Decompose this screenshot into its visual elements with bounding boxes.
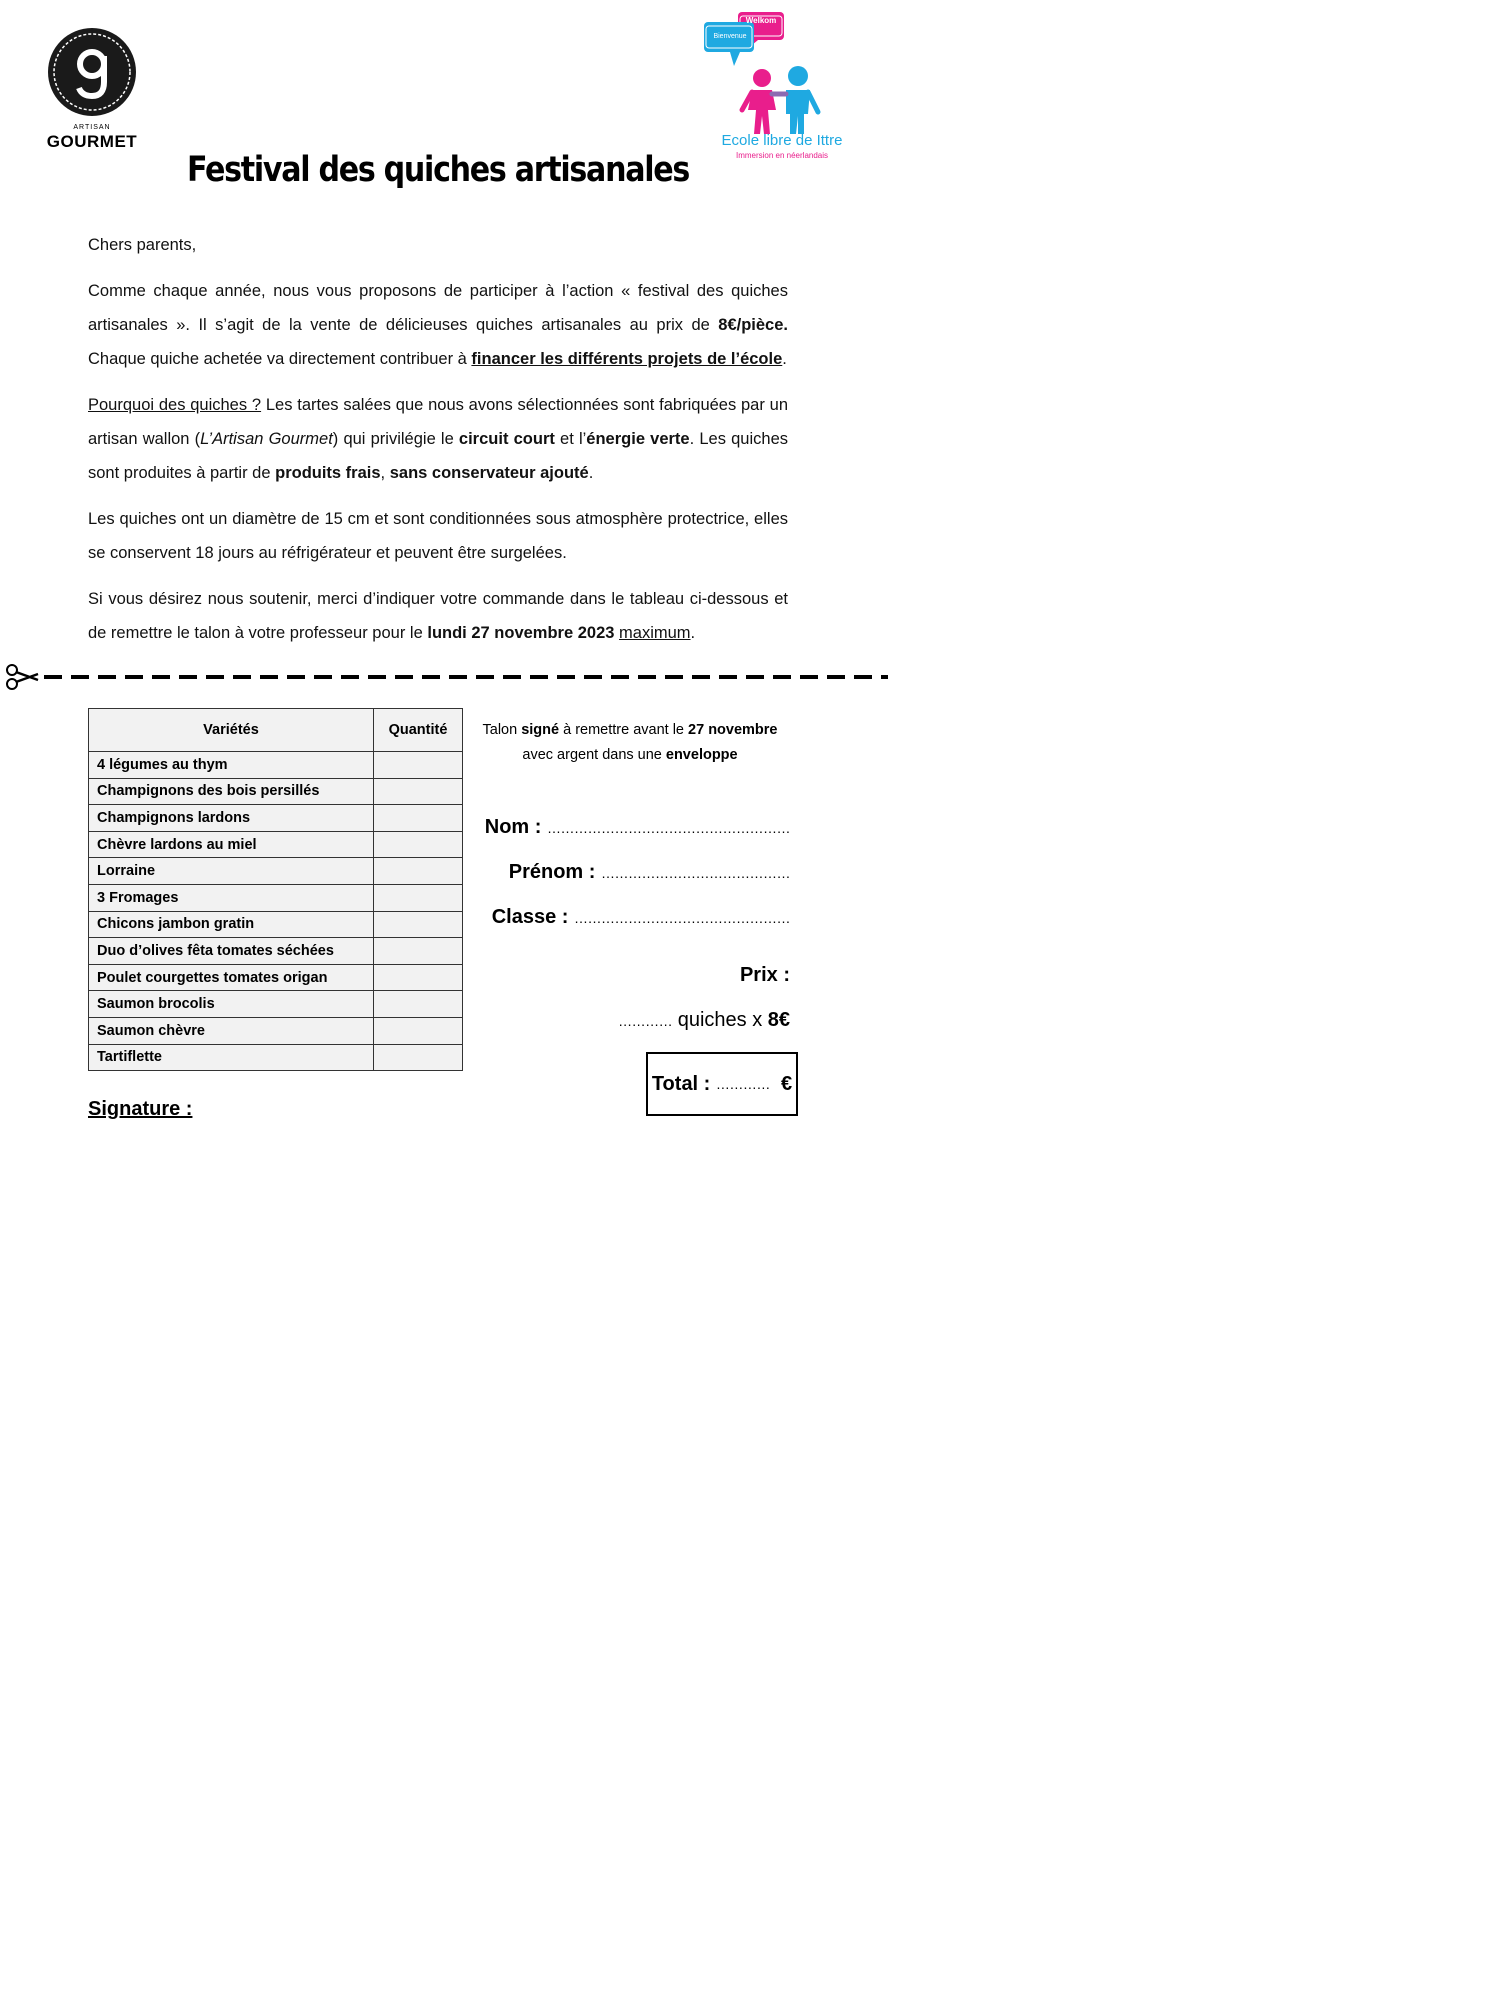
school-tagline: Immersion en néerlandais <box>735 151 829 160</box>
greeting: Chers parents, <box>88 236 197 254</box>
table-row <box>89 778 463 805</box>
variety-cell: Lorraine <box>89 858 374 885</box>
variety-cell: Duo d’olives fêta tomates séchées <box>89 938 374 965</box>
quantity-cell[interactable] <box>374 911 463 938</box>
signature-label: Signature : <box>88 1098 193 1120</box>
artisan-gourmet-g-icon <box>44 26 140 126</box>
variety-cell: Saumon brocolis <box>89 991 374 1018</box>
cut-line <box>4 662 888 692</box>
nom-field[interactable]: Nom : ……………………………………………… <box>484 816 790 838</box>
classe-field[interactable]: Classe : ………………………………………… <box>491 906 790 928</box>
school-name: Ecole libre de Ittre <box>721 132 843 149</box>
table-row <box>89 858 463 885</box>
paragraph-why: Pourquoi des quiches ? Les tartes salées que nous avons sélectionnées sont fabriquées par un artisan wallon (L’Artisan Gourmet) qui privilégie le circuit court et l’énergie verte. Les quiches sont produites à partir de produits frais, sans conservateur ajouté. <box>88 396 789 482</box>
total-box[interactable]: Total : ………… € <box>646 1052 798 1116</box>
quantity-cell[interactable] <box>374 805 463 832</box>
table-row <box>89 1017 463 1044</box>
table-row <box>89 964 463 991</box>
quantity-cell[interactable] <box>374 831 463 858</box>
page-title: Festival des quiches artisanales <box>186 150 690 190</box>
quantity-cell[interactable] <box>374 938 463 965</box>
table-row <box>89 991 463 1018</box>
bubble-welkom: Welkom <box>745 16 777 25</box>
table-row <box>89 911 463 938</box>
letter-body <box>88 228 788 662</box>
variety-cell: Chicons jambon gratin <box>89 911 374 938</box>
table-row <box>89 884 463 911</box>
quantity-cell[interactable] <box>374 1044 463 1071</box>
table-row <box>89 805 463 832</box>
table-row <box>89 1044 463 1071</box>
prenom-field[interactable]: Prénom : …………………………………… <box>508 861 790 883</box>
column-header-quantity: Quantité <box>374 709 463 752</box>
variety-cell: Champignons lardons <box>89 805 374 832</box>
quantity-price-line[interactable]: ………… quiches x 8€ <box>618 1009 790 1031</box>
prix-label: Prix : <box>739 964 790 986</box>
logo-small-text: ARTISAN <box>73 124 111 131</box>
quantity-cell[interactable] <box>374 778 463 805</box>
table-row <box>89 938 463 965</box>
logo-brand-text: GOURMET <box>46 132 138 151</box>
artisan-gourmet-logo <box>44 26 140 154</box>
variety-cell: 3 Fromages <box>89 884 374 911</box>
bubble-bienvenue: Bienvenue <box>713 33 747 40</box>
quantity-cell[interactable] <box>374 1017 463 1044</box>
table-row <box>89 831 463 858</box>
column-header-variety: Variétés <box>89 709 374 752</box>
variety-cell: Saumon chèvre <box>89 1017 374 1044</box>
talon-note: Talon signé à remettre avant le 27 novembre avec argent dans une enveloppe <box>482 722 778 763</box>
paragraph-intro: Comme chaque année, nous vous proposons de participer à l’action « festival des quiches artisanales ». Il s’agit de la vente de délicieuses quiches artisanales au prix de 8€/pièce. Chaque quiche achetée va directement contribuer à financer les différents projets de l’école. <box>88 282 788 368</box>
variety-cell: Chèvre lardons au miel <box>89 831 374 858</box>
variety-cell: 4 légumes au thym <box>89 752 374 779</box>
variety-cell: Poulet courgettes tomates origan <box>89 964 374 991</box>
scissors-icon <box>7 665 38 689</box>
variety-cell: Champignons des bois persillés <box>89 778 374 805</box>
quantity-cell[interactable] <box>374 884 463 911</box>
table-row <box>89 752 463 779</box>
quantity-cell[interactable] <box>374 858 463 885</box>
paragraph-details: Les quiches ont un diamètre de 15 cm et sont conditionnées sous atmosphère protectrice, elles se conservent 18 jours au réfrigérateur et peuvent être surgelées. <box>88 510 788 562</box>
variety-cell: Tartiflette <box>89 1044 374 1071</box>
quantity-cell[interactable] <box>374 991 463 1018</box>
school-logo <box>700 10 864 166</box>
order-table <box>88 708 463 1071</box>
paragraph-order: Si vous désirez nous soutenir, merci d’indiquer votre commande dans le tableau ci-dessous et de remettre le talon à votre professeur pour le lundi 27 novembre 2023 maximum. <box>88 590 788 642</box>
quantity-cell[interactable] <box>374 752 463 779</box>
quantity-cell[interactable] <box>374 964 463 991</box>
